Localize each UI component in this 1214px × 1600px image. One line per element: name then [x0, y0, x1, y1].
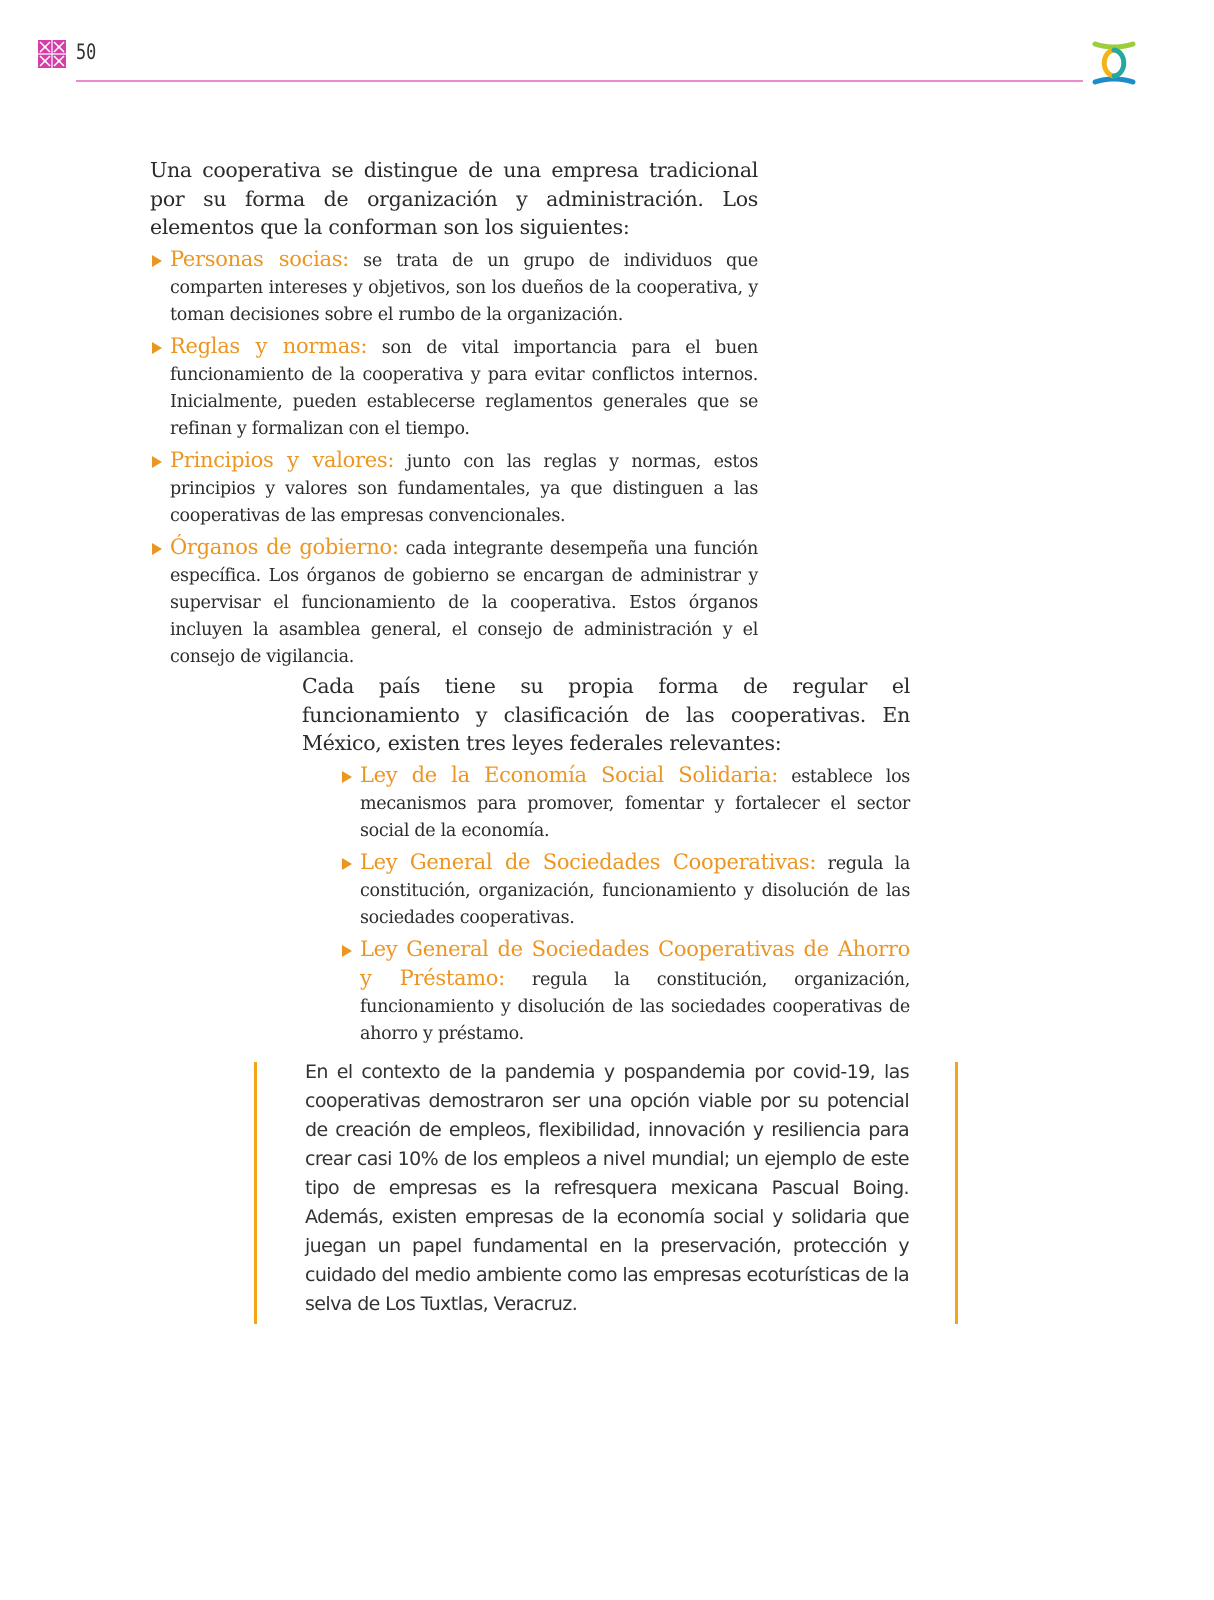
highlight-paragraph: En el contexto de la pandemia y pospandemia por covid-19, las cooperativas demostraron ser una opción viable por su potencial de creación de empleos, flexibilidad, innovación y resiliencia para crear casi 10% de los empleos a nivel mundial; un ejemplo de este tipo de empresas es la refresquera mexicana Pascual Boing. Además, existen empresas de la economía social y solidaria que juegan un papel fundamental en la preservación, protección y cuidado del medio ambiente como las empresas ecoturísticas de la selva de Los Tuxtlas, Veracruz. — [305, 1061, 909, 1315]
list-item — [340, 762, 910, 845]
list-item-term: Reglas y normas: — [170, 333, 368, 358]
aztec-pattern-icon — [38, 40, 66, 68]
list-item-term: Personas socias: — [170, 246, 349, 271]
triangle-bullet-icon — [152, 456, 162, 468]
list-item-term: Ley General de Sociedades Cooperativas de Ahorro y Préstamo: — [360, 936, 910, 990]
list-item-term: Órganos de gobierno: — [170, 534, 399, 559]
cooperative-elements-section — [150, 156, 758, 671]
list-item — [150, 246, 758, 329]
list-item — [150, 534, 758, 671]
list-item — [340, 849, 910, 932]
highlight-bar-left — [254, 1062, 257, 1324]
triangle-bullet-icon — [152, 342, 162, 354]
list-item-text: regula la constitución, organización, funcionamiento y disolución de las sociedades cooperativas de ahorro y préstamo. — [360, 969, 911, 1044]
elements-list — [150, 246, 758, 671]
intro-paragraph: Una cooperativa se distingue de una empresa tradicional por su forma de organización y administración. Los elementos que la conforman son los siguientes: — [150, 158, 758, 239]
list-item-text: regula la constitución, organización, funcionamiento y disolución de las sociedades cooperativas. — [360, 853, 910, 928]
list-item — [150, 447, 758, 530]
list-item-term: Ley de la Economía Social Solidaria: — [360, 762, 779, 787]
list-item-text: junto con las reglas y normas, estos principios y valores son fundamentales, ya que distinguen a las cooperativas de las empresas convencionales. — [170, 451, 758, 526]
triangle-bullet-icon — [342, 945, 352, 957]
triangle-bullet-icon — [342, 771, 352, 783]
triangle-bullet-icon — [342, 858, 352, 870]
list-item — [150, 333, 758, 443]
highlight-bar-right — [955, 1062, 958, 1324]
triangle-bullet-icon — [152, 543, 162, 555]
list-item-term: Principios y valores: — [170, 447, 395, 472]
list-item — [340, 936, 910, 1048]
list-item-text: se trata de un grupo de individuos que comparten intereses y objetivos, son los dueños de la cooperativa, y toman decisiones sobre el rumbo de la organización. — [170, 250, 758, 325]
list-item-term: Ley General de Sociedades Cooperativas: — [360, 849, 817, 874]
federal-laws-section — [302, 672, 910, 1048]
laws-list — [340, 762, 910, 1048]
list-item-text: cada integrante desempeña una función específica. Los órganos de gobierno se encargan de administrar y supervisar el funcionamiento de la cooperativa. Estos órganos incluyen la asamblea general, el consejo de administración y el consejo de vigilancia. — [170, 538, 758, 667]
triangle-bullet-icon — [152, 255, 162, 267]
page-number: 50 — [76, 40, 97, 64]
laws-intro-paragraph: Cada país tiene su propia forma de regular el funcionamiento y clasificación de las cooperativas. En México, existen tres leyes federales relevantes: — [302, 674, 910, 755]
list-item-text: establece los mecanismos para promover, fomentar y fortalecer el sector social de la economía. — [360, 766, 910, 841]
list-item-text: son de vital importancia para el buen funcionamiento de la cooperativa y para evitar conflictos internos. Inicialmente, pueden establecerse reglamentos generales que se refinan y formalizan con el tiempo. — [170, 337, 758, 439]
header-rule — [76, 80, 1083, 82]
interlaced-rings-logo-icon — [1089, 38, 1139, 88]
